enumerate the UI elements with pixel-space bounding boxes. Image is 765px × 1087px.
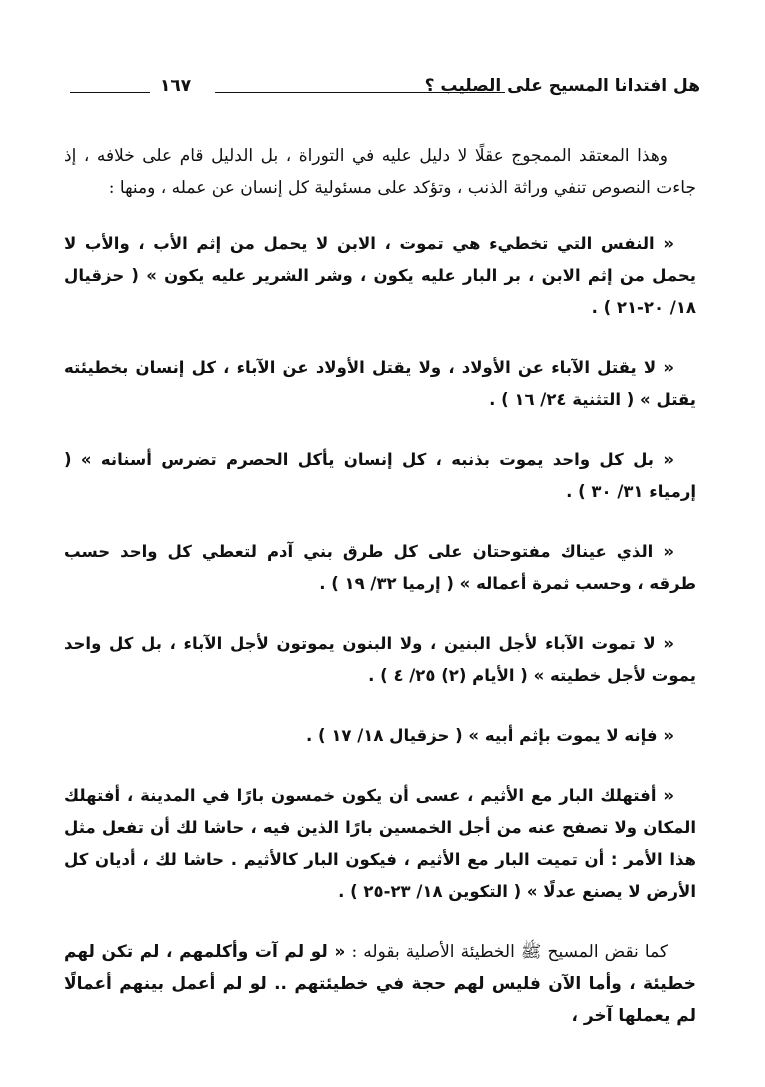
quote-chronicles-25-4: « لا تموت الآباء لأجل البنين ، ولا البنون يموتون لأجل الآباء ، بل كل واحد يموت لأجل خطيته » ( الأيام (٢) ٢٥/ ٤ ) . bbox=[64, 634, 696, 685]
quote-jeremiah-32-19: « الذي عيناك مفتوحتان على كل طرق بني آدم لتعطي كل واحد حسب طرقه ، وحسب ثمرة أعماله » ( إرميا ٣٢/ ١٩ ) . bbox=[64, 542, 696, 593]
quote-ezekiel-18-20: « النفس التي تخطيء هي تموت ، الابن لا يحمل من إثم الأب ، والأب لا يحمل من إثم الابن ، بر البار عليه يكون ، وشر الشرير عليه يكون » ( حزقيال ١٨/ ٢٠-٢١ ) . bbox=[64, 234, 696, 317]
page-body bbox=[64, 140, 696, 1032]
header-rule-short bbox=[70, 92, 150, 93]
quote-jeremiah-31-30: « بل كل واحد يموت بذنبه ، كل إنسان يأكل الحصرم تضرس أسنانه » ( إرمياء ٣١/ ٣٠ ) . bbox=[64, 450, 696, 501]
page-number: ١٦٧ bbox=[160, 76, 192, 96]
running-header bbox=[60, 70, 700, 110]
header-rule bbox=[215, 92, 505, 93]
quote-deuteronomy-24-16: « لا يقتل الآباء عن الأولاد ، ولا يقتل الأولاد عن الآباء ، كل إنسان بخطيئته يقتل » ( التثنية ٢٤/ ١٦ ) . bbox=[64, 358, 696, 409]
closing-quote: « لو لم آت وأكلمهم ، لم تكن لهم خطيئة ، وأما الآن فليس لهم حجة في خطيئتهم .. لو لم أعمل بينهم أعمالًا لم يعملها آخر ، bbox=[64, 942, 696, 1026]
intro-paragraph: وهذا المعتقد الممجوج عقلًا لا دليل عليه في التوراة ، بل الدليل قام على خلافه ، إذ جاءت النصوص تنفي وراثة الذنب ، وتؤكد على مسئولية كل إنسان عن عمله ، ومنها : bbox=[64, 146, 696, 198]
running-title: هل افتدانا المسيح على الصليب ؟ bbox=[424, 76, 700, 96]
quote-genesis-18-23: « أفتهلك البار مع الأثيم ، عسى أن يكون خمسون بارًا في المدينة ، أفتهلك المكان ولا تصفح عنه من أجل الخمسين بارًا الذين فيه ، حاشا لك أن تفعل مثل هذا الأمر : أن تميت البار مع الأثيم ، فيكون البار كالأثيم . حاشا لك ، أديان كل الأرض لا يصنع عدلًا » ( التكوين ١٨/ ٢٣-٢٥ ) . bbox=[64, 786, 696, 901]
closing-lead: كما نقض المسيح ﷺ الخطيئة الأصلية بقوله : bbox=[345, 942, 668, 962]
quote-ezekiel-18-17: « فإنه لا يموت بإثم أبيه » ( حزقيال ١٨/ ١٧ ) . bbox=[306, 726, 674, 745]
closing-paragraph bbox=[64, 936, 696, 1032]
